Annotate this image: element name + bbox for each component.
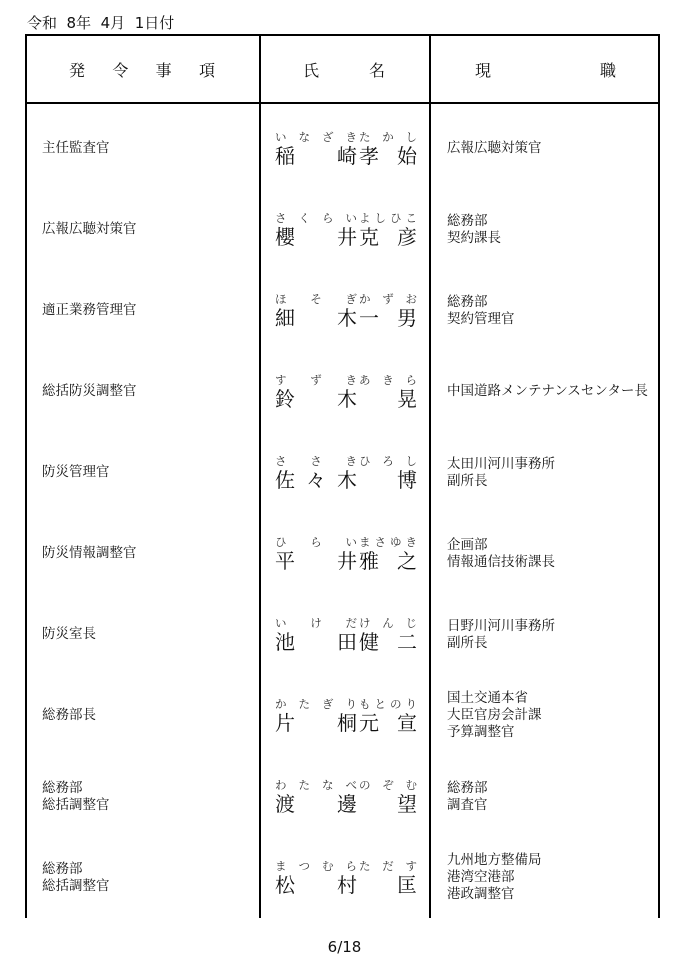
current-position: 九州地方整備局 港湾空港部 港政調整官 [447, 852, 542, 902]
name-reading [275, 373, 417, 387]
header-char: 令 [112, 60, 129, 80]
page-number: 6/18 [327, 938, 362, 956]
given-name: 博 [397, 467, 417, 492]
header-current-position [430, 35, 659, 103]
given-name-kana: ただす [359, 858, 417, 873]
given-name: 元宣 [359, 710, 417, 735]
header-char: 発 [69, 60, 86, 80]
name-cell [260, 594, 430, 675]
appointment-cell [26, 756, 260, 837]
current-position-cell [430, 270, 659, 351]
name-reading [275, 697, 417, 711]
current-position-cell [430, 513, 659, 594]
person-name [275, 144, 417, 168]
family-name-kana: ひらい [275, 534, 357, 549]
appointment-cell [26, 432, 260, 513]
appointment-post: 防災室長 [42, 626, 96, 642]
current-position-cell [430, 675, 659, 756]
person-name [275, 306, 417, 330]
name-cell [260, 756, 430, 837]
current-position: 中国道路メンテナンスセンター長 [447, 383, 648, 399]
name-reading [275, 454, 417, 468]
name-reading [275, 211, 417, 225]
family-name-kana: まつむら [275, 858, 357, 873]
given-name-kana: かずお [359, 291, 417, 306]
table-row [26, 270, 659, 351]
family-name: 細木 [275, 305, 357, 330]
header-char: 氏 [303, 60, 320, 80]
table-row [26, 351, 659, 432]
family-name: 松村 [275, 872, 357, 897]
table-row [26, 189, 659, 270]
table-row [26, 594, 659, 675]
appointment-post: 広報広聴対策官 [42, 221, 137, 237]
family-name-kana: わたなべ [275, 777, 357, 792]
appointment-cell [26, 837, 260, 918]
header-name [260, 35, 430, 103]
family-name: 池田 [275, 629, 357, 654]
family-name-kana: いなざき [275, 129, 357, 144]
appointment-cell [26, 594, 260, 675]
given-name-kana: ひろし [359, 453, 417, 468]
appointment-post: 防災管理官 [42, 464, 110, 480]
name-reading [275, 535, 417, 549]
header-char: 名 [368, 60, 385, 80]
family-name-kana: すずき [275, 372, 357, 387]
person-name [275, 387, 417, 411]
family-name: 片桐 [275, 710, 357, 735]
header-appointment [26, 35, 260, 103]
name-reading [275, 616, 417, 630]
header-char: 職 [599, 60, 616, 80]
person-name [275, 873, 417, 897]
appointment-post: 主任監査官 [42, 140, 110, 156]
appointment-cell [26, 513, 260, 594]
given-name-kana: けんじ [359, 615, 417, 630]
given-name: 健二 [359, 629, 417, 654]
appointment-post: 総務部 総括調整官 [42, 860, 110, 894]
current-position: 国土交通本省 大臣官房会計課 予算調整官 [447, 690, 542, 740]
table-header [26, 35, 659, 103]
given-name-kana: たかし [359, 129, 417, 144]
name-cell [260, 270, 430, 351]
current-position-cell [430, 432, 659, 513]
table-row [26, 513, 659, 594]
current-position: 日野川河川事務所 副所長 [447, 617, 555, 651]
person-name [275, 549, 417, 573]
given-name-kana: あきら [359, 372, 417, 387]
appointment-post: 総務部長 [42, 707, 96, 723]
appointment-post: 防災情報調整官 [42, 545, 137, 561]
given-name: 一男 [359, 305, 417, 330]
current-position: 企画部 情報通信技術課長 [447, 536, 555, 570]
person-name [275, 468, 417, 492]
family-name-kana: ささき [275, 453, 357, 468]
given-name: 孝始 [359, 143, 417, 168]
header-char: 現 [475, 60, 492, 80]
given-name-kana: のぞむ [359, 777, 417, 792]
name-cell [260, 432, 430, 513]
current-position-cell [430, 103, 659, 189]
given-name: 匡 [397, 872, 417, 897]
given-name-kana: もとのり [359, 696, 417, 711]
family-name: 櫻井 [275, 224, 357, 249]
header-char: 項 [198, 60, 215, 80]
name-cell [260, 189, 430, 270]
person-name [275, 711, 417, 735]
name-cell [260, 675, 430, 756]
appointment-post: 総務部 総括調整官 [42, 779, 110, 813]
name-reading [275, 130, 417, 144]
name-cell [260, 103, 430, 189]
appointment-cell [26, 189, 260, 270]
name-reading [275, 859, 417, 873]
family-name: 平井 [275, 548, 357, 573]
person-name [275, 792, 417, 816]
name-cell [260, 513, 430, 594]
current-position-cell [430, 594, 659, 675]
given-name: 克彦 [359, 224, 417, 249]
issue-date: 令和 8年 4月 1日付 [27, 14, 175, 32]
name-cell [260, 837, 430, 918]
current-position: 総務部 調査官 [447, 779, 488, 813]
name-reading [275, 292, 417, 306]
given-name-kana: よしひこ [359, 210, 417, 225]
appointment-post: 総括防災調整官 [42, 383, 137, 399]
table-row [26, 675, 659, 756]
table-row [26, 756, 659, 837]
current-position-cell [430, 351, 659, 432]
table-row [26, 103, 659, 189]
table-row [26, 837, 659, 918]
family-name: 鈴木 [275, 386, 357, 411]
family-name-kana: さくらい [275, 210, 357, 225]
family-name: 佐々木 [275, 467, 357, 492]
header-char: 事 [155, 60, 172, 80]
person-name [275, 630, 417, 654]
appointment-cell [26, 675, 260, 756]
appointment-cell [26, 351, 260, 432]
current-position: 総務部 契約管理官 [447, 293, 515, 327]
current-position-cell [430, 189, 659, 270]
table-row [26, 432, 659, 513]
given-name-kana: まさゆき [359, 534, 417, 549]
family-name-kana: かたぎり [275, 696, 357, 711]
appointment-cell [26, 270, 260, 351]
family-name: 稲崎 [275, 143, 357, 168]
current-position: 総務部 契約課長 [447, 212, 501, 246]
current-position: 広報広聴対策官 [447, 140, 542, 156]
given-name: 雅之 [359, 548, 417, 573]
appointment-cell [26, 103, 260, 189]
current-position: 太田川河川事務所 副所長 [447, 455, 555, 489]
family-name-kana: ほそぎ [275, 291, 357, 306]
appointment-post: 適正業務管理官 [42, 302, 137, 318]
family-name-kana: いけだ [275, 615, 357, 630]
personnel-table [25, 34, 660, 918]
name-cell [260, 351, 430, 432]
current-position-cell [430, 837, 659, 918]
current-position-cell [430, 756, 659, 837]
given-name: 晃 [397, 386, 417, 411]
family-name: 渡邊 [275, 791, 357, 816]
name-reading [275, 778, 417, 792]
person-name [275, 225, 417, 249]
given-name: 望 [397, 791, 417, 816]
